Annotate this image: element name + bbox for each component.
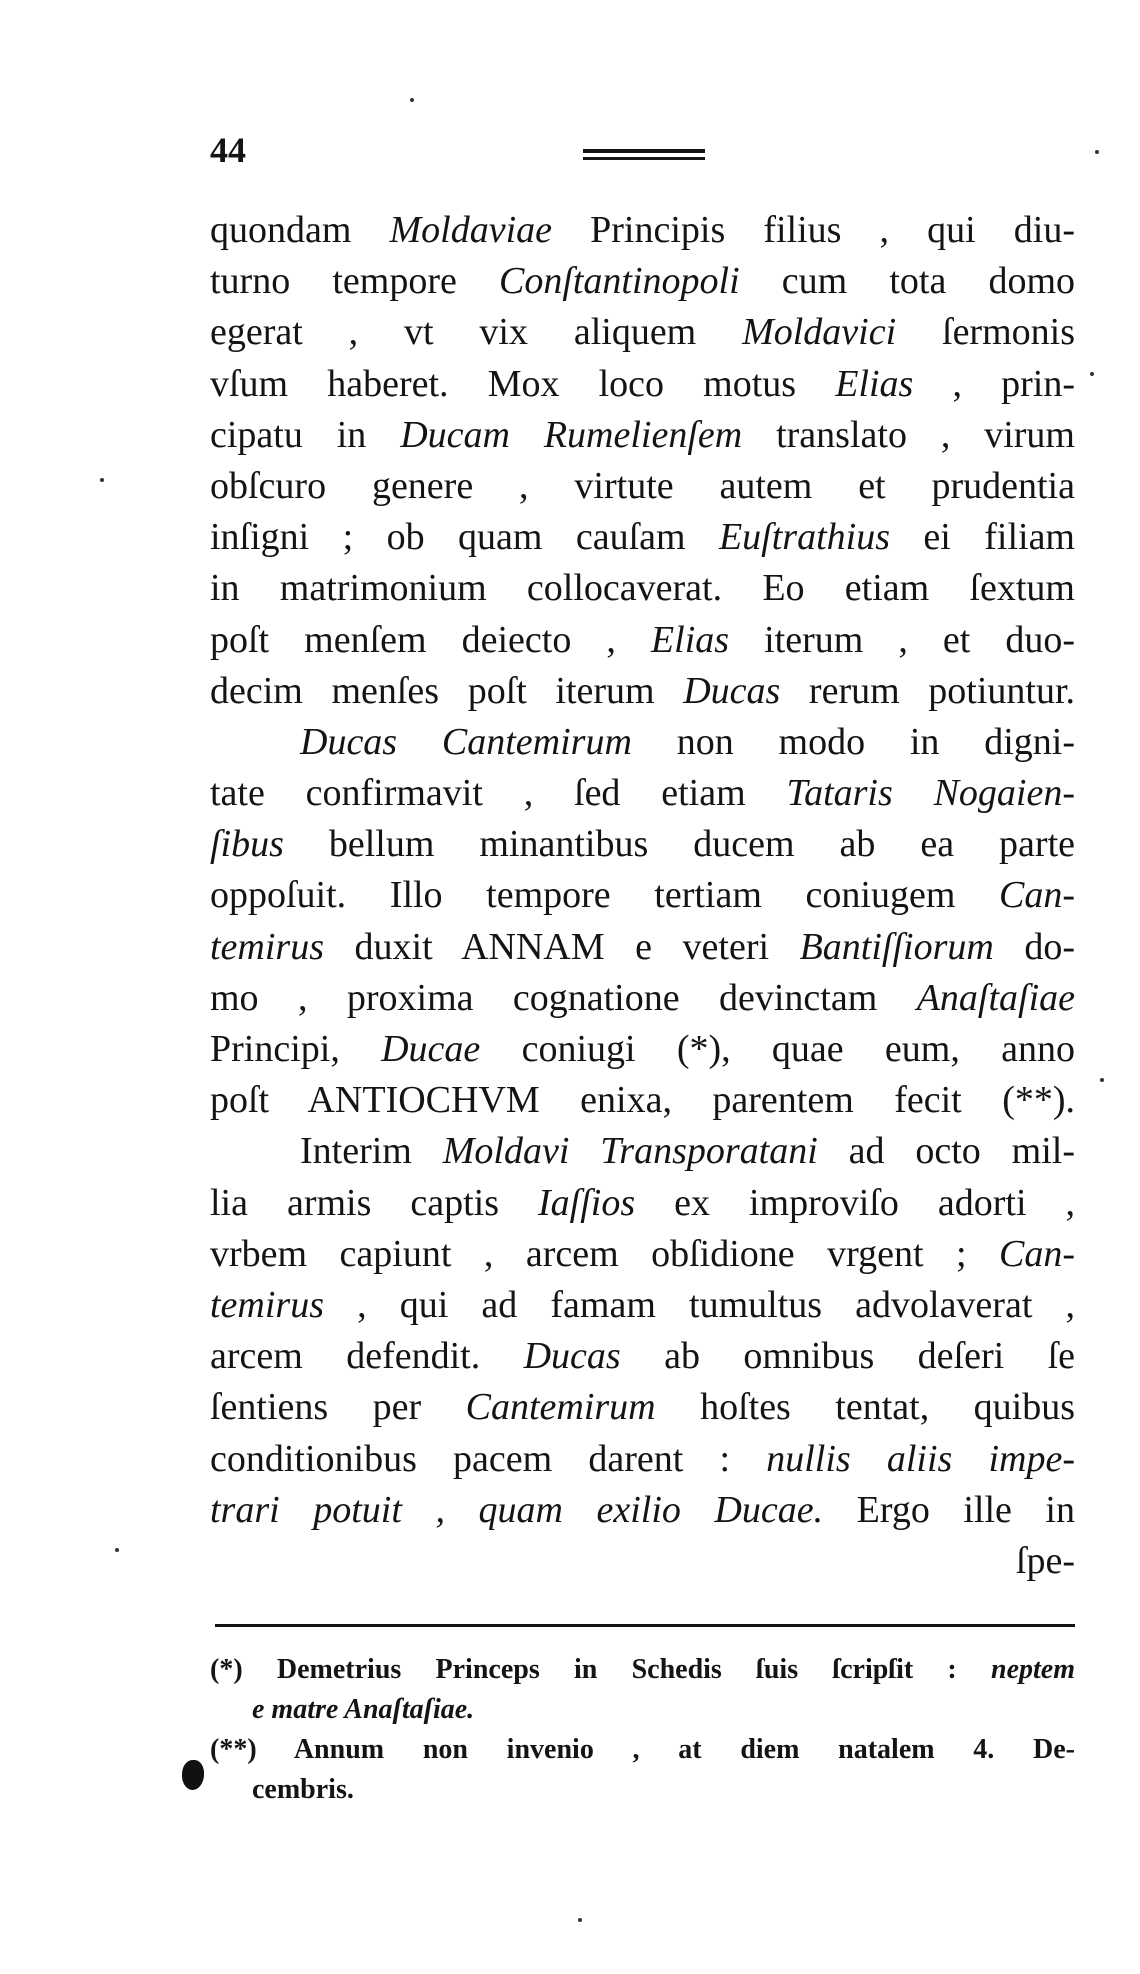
paper-speck <box>1100 1078 1104 1082</box>
ink-blot-mark <box>182 1760 204 1790</box>
footnote-line: (*) Demetrius Princeps in Schedis ſuis ſcripſit : neptem <box>210 1654 1075 1685</box>
paper-speck <box>1095 150 1099 154</box>
text-line: inſigni ; ob quam cauſam Euſtrathius ei filiam <box>210 516 1075 559</box>
paper-speck <box>1090 372 1094 376</box>
text-line: decim menſes poſt iterum Ducas rerum potiuntur. <box>210 669 1075 712</box>
paper-speck <box>410 98 414 102</box>
paper-speck <box>578 1918 582 1922</box>
text-line: tate confirmavit , ſed etiam Tataris Nogaien- <box>210 772 1075 815</box>
catchword: ſpe- <box>1015 1539 1075 1582</box>
footnote-line: cembris. <box>252 1774 354 1805</box>
header-double-rule-bottom <box>583 157 705 160</box>
text-line: obſcuro genere , virtute autem et prudentia <box>210 464 1075 507</box>
text-line: turno tempore Conſtantinopoli cum tota domo <box>210 260 1076 303</box>
text-line: quondam Moldaviae Principis filius , qui diu- <box>210 209 1075 251</box>
paper-speck <box>115 1548 119 1552</box>
text-line: conditionibus pacem darent : nullis aliis impe- <box>210 1437 1075 1480</box>
page-number: 44 <box>210 130 246 170</box>
text-line: trari potuit , quam exilio Ducae. Ergo ille in <box>210 1488 1075 1531</box>
paragraph-start-line: Interim Moldavi Transporatani ad octo mil- <box>300 1130 1075 1173</box>
text-line: oppoſuit. Illo tempore tertiam coniugem Can- <box>210 874 1075 917</box>
text-line: poſt ANTIOCHVM enixa, parentem fecit (**). <box>210 1079 1075 1122</box>
main-text-block <box>210 205 1075 1587</box>
text-line: cipatu in Ducam Rumelienſem translato , virum <box>210 413 1075 456</box>
text-line: arcem defendit. Ducas ab omnibus deſeri ſe <box>210 1335 1075 1378</box>
paper-speck <box>100 478 104 482</box>
text-line: temirus duxit ANNAM e veteri Bantiſſiorum do- <box>210 925 1075 968</box>
text-line: in matrimonium collocaverat. Eo etiam ſextum <box>210 567 1075 610</box>
footnote-line: e matre Anaſtaſiae. <box>252 1694 475 1725</box>
header-double-rule-top <box>583 149 705 153</box>
text-line: Principi, Ducae coniugi (*), quae eum, anno <box>210 1028 1076 1070</box>
footnote-rule <box>215 1624 1075 1627</box>
text-line: ſentiens per Cantemirum hoſtes tentat, quibus <box>210 1386 1075 1429</box>
text-line: poſt menſem deiecto , Elias iterum , et duo- <box>210 618 1075 661</box>
text-line: mo , proxima cognatione devinctam Anaſtaſiae <box>210 976 1075 1019</box>
text-line: temirus , qui ad famam tumultus advolaverat , <box>210 1283 1075 1326</box>
text-line: egerat , vt vix aliquem Moldavici ſermonis <box>210 311 1075 354</box>
footnote-line: (**) Annum non invenio , at diem natalem 4. De- <box>210 1734 1075 1765</box>
paragraph-start-line: Ducas Cantemirum non modo in digni- <box>300 720 1075 763</box>
text-line: vrbem capiunt , arcem obſidione vrgent ; Can- <box>210 1232 1075 1275</box>
text-line: ſibus bellum minantibus ducem ab ea parte <box>210 823 1075 866</box>
text-line: lia armis captis Iaſſios ex improviſo adorti , <box>210 1181 1075 1224</box>
text-line: vſum haberet. Mox loco motus Elias , prin- <box>210 362 1075 405</box>
footnotes-block <box>210 1650 1075 1810</box>
